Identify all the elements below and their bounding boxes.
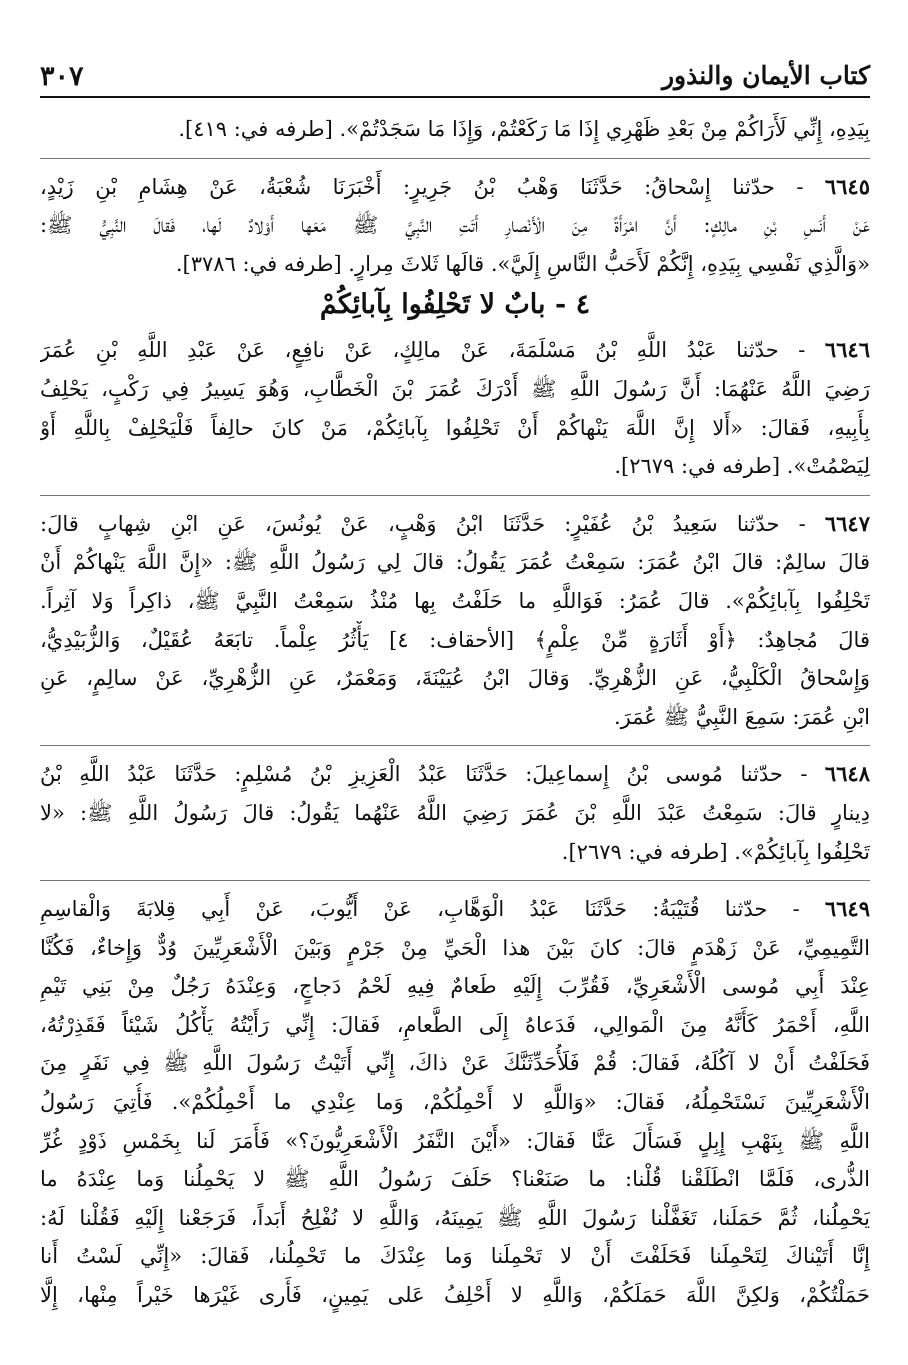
hadith-divider [40, 880, 870, 881]
hadith-number: ٦٦٤٧ [824, 510, 870, 536]
hadith-number: ٦٦٤٥ [824, 173, 870, 199]
hadith-number: ٦٦٤٩ [824, 896, 870, 922]
text-line: عَنْ أَنَسِ بْنِ مالِكٍ: أَنَّ امْرَأَةً مِنَ الْأَنْصارِ أَتَتِ النَّبِيَّ ﷺ مَعَها أَوْلادٌ لَها، فَقالَ النَّبِيُّ ﷺ: [40, 213, 870, 238]
text-line: تَحْلِفُوا بِآبائِكُمْ». قالَ عُمَرُ: فَوَاللَّهِ ما حَلَفْتُ بِها مُنْذُ سَمِعْتُ النَّبِيَّ ﷺ، ذاكِراً وَلا آثِراً. [40, 588, 870, 613]
text-line: دِينارٍ قالَ: سَمِعْتُ عَبْدَ اللَّهِ بْنَ عُمَرَ رَضِيَ اللَّهُ عَنْهُما يَقُولُ: قالَ رَسُولُ اللَّهِ ﷺ: «لا [40, 800, 870, 825]
text-line: الذُّرى، فَلَمَّا انْطَلَقْنا قُلْنا: ما صَنَعْنا؟ حَلَفَ رَسُولُ اللَّهِ ﷺ لا يَحْمِلُنا وَما عِنْدَهُ ما [40, 1167, 870, 1192]
hadith-divider [40, 495, 870, 496]
text-line [40, 890, 870, 929]
page-number: ٣٠٧ [40, 61, 84, 92]
text-line: ابْنِ عُمَرَ: سَمِعَ النَّبِيُّ ﷺ عُمَرَ. [614, 704, 870, 729]
text-line [40, 505, 870, 544]
text-line: إِنَّا أَتَيْناكَ لِتَحْمِلَنا فَحَلَفْتَ أَنْ لا تَحْمِلَنا وَما عِنْدَكَ ما تَحْمِلُنا، فَقالَ: «إِنِّي لَسْتُ أَنا [40, 1244, 870, 1269]
text-line: رَضِيَ اللَّهُ عَنْهُمَا: أَنَّ رَسُولَ اللَّهِ ﷺ أَدْرَكَ عُمَرَ بْنَ الْخَطَّابِ، وَهُوَ يَسِيرُ فِي رَكْبٍ، يَحْلِفُ [40, 376, 870, 401]
text-line: قالَ مُجاهِدٌ: ﴿أَوْ أَثَارَةٍ مِّنْ عِلْمٍ﴾ [الأحقاف: ٤] يَأْثُرُ عِلْماً. تابَعَهُ عُقَيْلٌ، وَالزُّبَيْدِيُّ، [40, 627, 870, 652]
hadith-text: - حدّثنا سَعِيدُ بْنُ عُفَيْرٍ: حَدَّثَنَا ابْنُ وَهْبٍ، عَنْ يُونُسَ، عَنِ ابْنِ شِهابٍ قالَ: [40, 511, 806, 536]
text-line: لِيَصْمُتْ». [طرفه في: ٢٦٧٩]. [614, 454, 870, 479]
text-line [40, 755, 870, 794]
hadith-text: - حدّثنا قُتَيْبَةُ: حَدَّثَنَا عَبْدُ الْوَهَّابِ، عَنْ أَيُّوبَ، عَنْ أَبِي قِلابَةَ وَالْقاسِمِ [40, 897, 800, 922]
text-line: اللَّهِ ﷺ بِنَهْبِ إِبِلٍ فَسَأَلَ عَنَّا فَقالَ: «أَيْنَ النَّفَرُ الْأَشْعَرِيُّونَ؟» فَأَمَرَ لَنا بِخَمْسِ ذَوْدٍ غُرِّ [40, 1128, 870, 1153]
text-line: التَّمِيمِيِّ، عَنْ زَهْدَمٍ قالَ: كانَ بَيْنَ هذا الْحَيِّ مِنْ جَرْمٍ وَبَيْنَ الْأَشْعَرِيِّينَ وُدٌّ وَإِخاءٌ، فَكُنَّا [40, 935, 870, 960]
chapter-title: ٤ - بابٌ لا تَحْلِفُوا بِآبائِكُمْ [319, 289, 591, 321]
hadith-divider [40, 158, 870, 159]
text-line: اللَّهِ، أَحْمَرُ كَأَنَّهُ مِنَ الْمَوالِي، فَدَعاهُ إِلَى الطَّعامِ، فَقالَ: إِنِّي رَأَيْتُهُ يَأْكُلُ شَيْئاً فَقَذِرْتُهُ، [40, 1012, 870, 1037]
text-line: «وَالَّذِي نَفْسِي بِيَدِهِ، إِنَّكُمْ لَأَحَبُّ النَّاسِ إِلَيَّ». قالَها ثَلاثَ مِرارٍ. [طرفه في: ٣٧٨٦]. [175, 251, 870, 276]
hadith-number: ٦٦٤٨ [824, 761, 870, 787]
book-page [40, 0, 870, 1365]
text-line [40, 331, 870, 370]
hadith-text: - حدّثنا إِسْحاقُ: حَدَّثَنَا وَهْبُ بْنُ جَرِيرٍ: أَخْبَرَنَا شُعْبَةُ، عَنْ هِشَامِ بْنِ زَيْدٍ، [40, 174, 804, 199]
text-line: حَمَلْتُكُمْ، وَلكِنَّ اللَّهَ حَمَلَكُمْ، وَاللَّهِ لا أَحْلِفُ عَلى يَمِينٍ، فَأَرى غَيْرَها خَيْراً مِنْها، إِلَّا [40, 1283, 870, 1308]
page-body [40, 110, 870, 1315]
text-line: تَحْلِفُوا بِآبائِكُمْ». [طرفه في: ٢٦٧٩]. [561, 839, 870, 864]
hadith-text: - حدّثنا عَبْدُ اللَّهِ بْنُ مَسْلَمَةَ، عَنْ مالِكٍ، عَنْ نافِعٍ، عَنْ عَبْدِ اللَّهِ بْنِ عُمَرَ [40, 338, 806, 363]
text-line: فَحَلَفْتُ أَنْ لا آكُلَهُ، فَقالَ: قُمْ فَلَأُحَدِّثَنَّكَ عَنْ ذاكَ، إِنِّي أَتَيْتُ رَسُولَ اللَّهِ ﷺ فِي نَفَرٍ مِنَ [40, 1051, 870, 1076]
text-line: عِنْدَ أَبِي مُوسى الْأَشْعَرِيِّ، فَقُرِّبَ إِلَيْهِ طَعامٌ فِيهِ لَحْمُ دَجاجٍ، وَعِنْدَهُ رَجُلٌ مِنْ بَنِي تَيْمِ [40, 974, 870, 999]
book-title: كتاب الأيمان والنذور [661, 61, 870, 90]
text-line [40, 168, 870, 207]
text-line: وَإِسْحاقُ الْكَلْبِيُّ، عَنِ الزُّهْرِيِّ. وَقالَ ابْنُ عُيَيْنَةَ، وَمَعْمَرٌ، عَنِ الزُّهْرِيِّ، عَنْ سالِمٍ، عَنِ [40, 666, 870, 691]
hadith-divider [40, 745, 870, 746]
text-line: قالَ سالِمٌ: قالَ ابْنُ عُمَرَ: سَمِعْتُ عُمَرَ يَقُولُ: قالَ لِي رَسُولُ اللَّهِ ﷺ: «إِنَّ اللَّهَ يَنْهاكُمْ أَنْ [40, 550, 870, 575]
hadith-text: - حدّثنا مُوسى بْنُ إِسماعِيلَ: حَدَّثَنَا عَبْدُ الْعَزِيزِ بْنُ مُسْلِمٍ: حَدَّثَنَا عَبْدُ اللَّهِ بْنُ [40, 762, 808, 787]
text-line: الْأَشْعَرِيِّينَ نَسْتَحْمِلُهُ، فَقالَ: «وَاللَّهِ لا أَحْمِلُكُمْ، وَما عِنْدِي ما أَحْمِلُكُمْ». فَأُتِيَ رَسُولُ [40, 1090, 870, 1115]
page-header [40, 56, 870, 98]
text-line: يَحْمِلُنا، ثُمَّ حَمَلَنا، تَغَفَّلْنا رَسُولَ اللَّهِ ﷺ يَمِينَهُ، وَاللَّهِ لا نُفْلِحُ أَبَداً، فَرَجَعْنا إِلَيْهِ فَقُلْنا لَهُ: [40, 1205, 870, 1230]
hadith-number: ٦٦٤٦ [824, 337, 870, 363]
text-line: بِأَبِيهِ، فَقالَ: «أَلا إِنَّ اللَّهَ يَنْهاكُمْ أَنْ تَحْلِفُوا بِآبائِكُمْ، مَنْ كانَ حالِفاً فَلْيَحْلِفْ بِاللَّهِ أَوْ [40, 415, 870, 440]
text-line: بِيَدِهِ، إِنِّي لَأَرَاكُمْ مِنْ بَعْدِ ظَهْرِي إِذَا مَا رَكَعْتُمْ، وَإِذَا مَا سَجَدْتُمْ». [طرفه في: ٤١٩]. [178, 117, 870, 141]
